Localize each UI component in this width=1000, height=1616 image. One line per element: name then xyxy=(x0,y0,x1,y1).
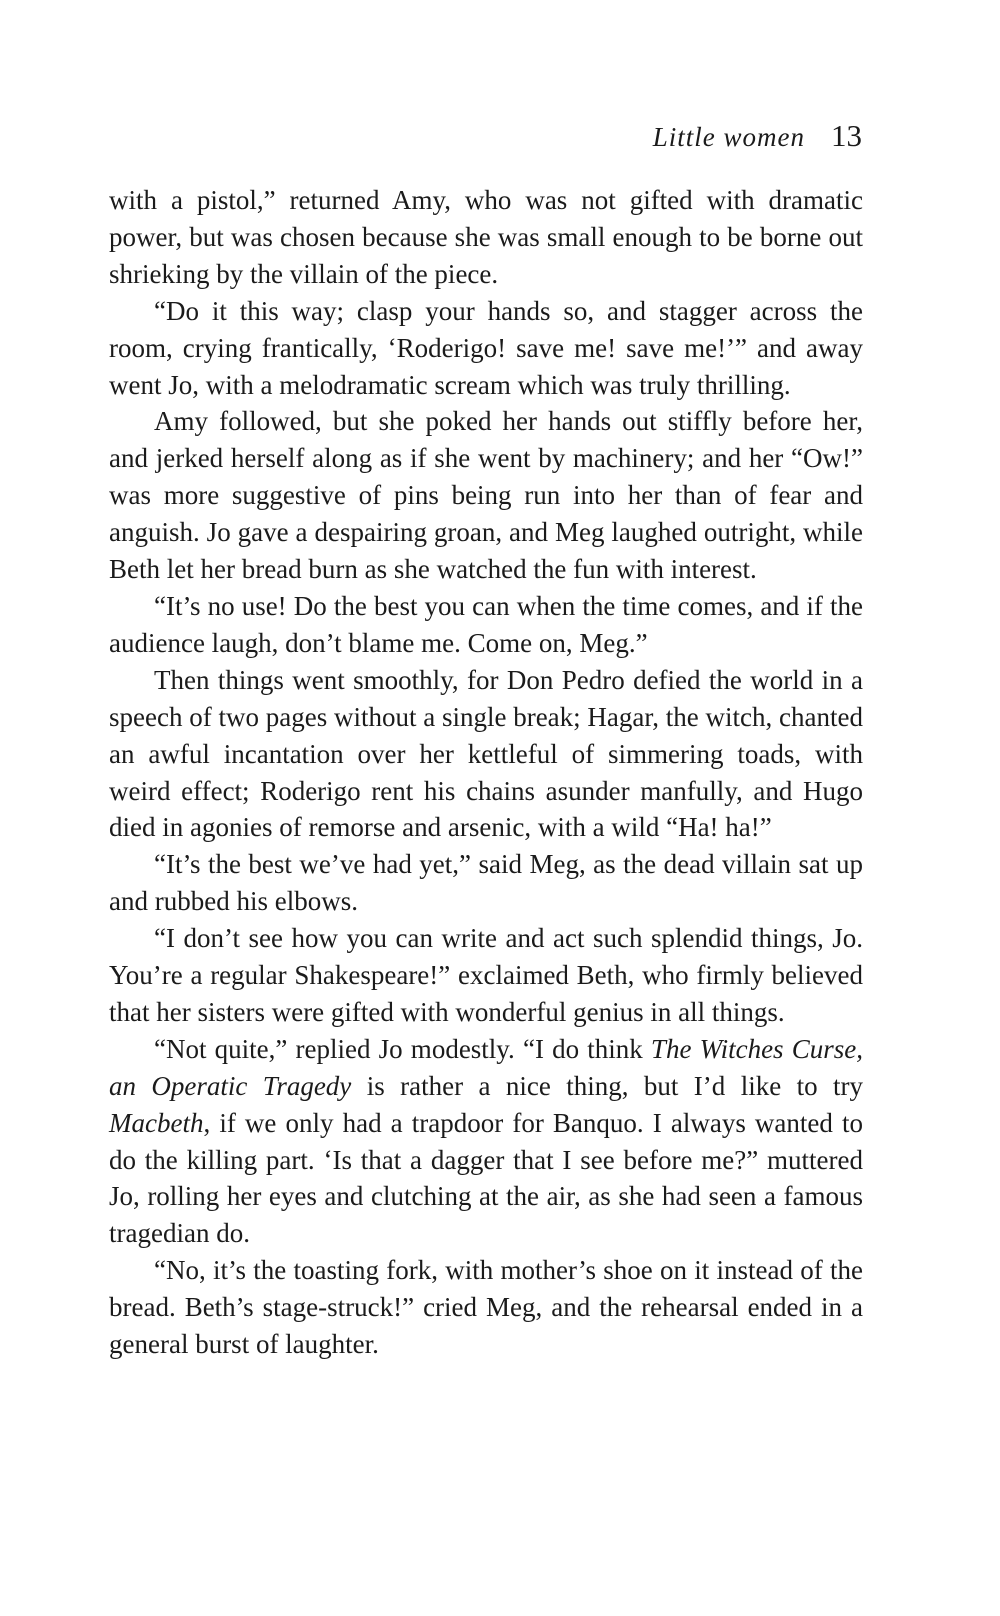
paragraph-7: “I don’t see how you can write and act such splendid things, Jo. You’re a regular Shakespeare!” exclaimed Beth, who firmly believed that her sisters were gifted with wonderful genius in all things. xyxy=(109,923,863,1027)
play-title-witches-curse: The Witches Curse, an Operatic Tragedy xyxy=(109,1033,863,1101)
running-title: Little women xyxy=(652,122,805,152)
paragraph-8-part-c: , if we only had a trapdoor for Banquo. I always wanted to do the killing part. ‘Is that a dagger that I see before me?” muttered Jo, rolling her eyes and clutching at the air, as she had seen a famous tragedian do. xyxy=(109,1107,863,1249)
paragraph-1: with a pistol,” returned Amy, who was not gifted with dramatic power, but was chosen because she was small enough to be borne out shrieking by the villain of the piece. xyxy=(109,185,863,289)
paragraph-9: “No, it’s the toasting fork, with mother’s shoe on it instead of the bread. Beth’s stage-struck!” cried Meg, and the rehearsal ended in a general burst of laughter. xyxy=(109,1255,863,1360)
paragraph-2: “Do it this way; clasp your hands so, and stagger across the room, crying frantically, ‘Roderigo! save me! save me!’” and away went Jo, with a melodramatic scream which was truly thrilling. xyxy=(109,295,863,400)
paragraph-5: Then things went smoothly, for Don Pedro defied the world in a speech of two pages without a single break; Hagar, the witch, chanted an awful incantation over her kettleful of simmering toads, with weird effect; Roderigo rent his chains asunder manfully, and Hugo died in agonies of remorse and arsenic, with a wild “Ha! ha!” xyxy=(109,664,863,843)
page-number: 13 xyxy=(831,118,862,153)
play-title-macbeth: Macbeth xyxy=(109,1107,204,1138)
paragraph-4: “It’s no use! Do the best you can when the time comes, and if the audience laugh, don’t blame me. Come on, Meg.” xyxy=(109,590,863,658)
paragraph-8 xyxy=(109,1031,863,1252)
paragraph-8-part-b: is rather a nice thing, but I’d like to try xyxy=(351,1070,863,1101)
paragraph-8-part-a: “Not quite,” replied Jo modestly. “I do think xyxy=(154,1033,651,1064)
body-text xyxy=(109,182,863,1363)
running-head xyxy=(600,118,862,160)
paragraph-6: “It’s the best we’ve had yet,” said Meg, as the dead villain sat up and rubbed his elbows. xyxy=(109,849,863,917)
paragraph-3: Amy followed, but she poked her hands out stiffly before her, and jerked herself along as if she went by machinery; and her “Ow!” was more suggestive of pins being run into her than of fear and anguish. Jo gave a despairing groan, and Meg laughed outright, while Beth let her bread burn as she watched the fun with interest. xyxy=(109,406,863,585)
